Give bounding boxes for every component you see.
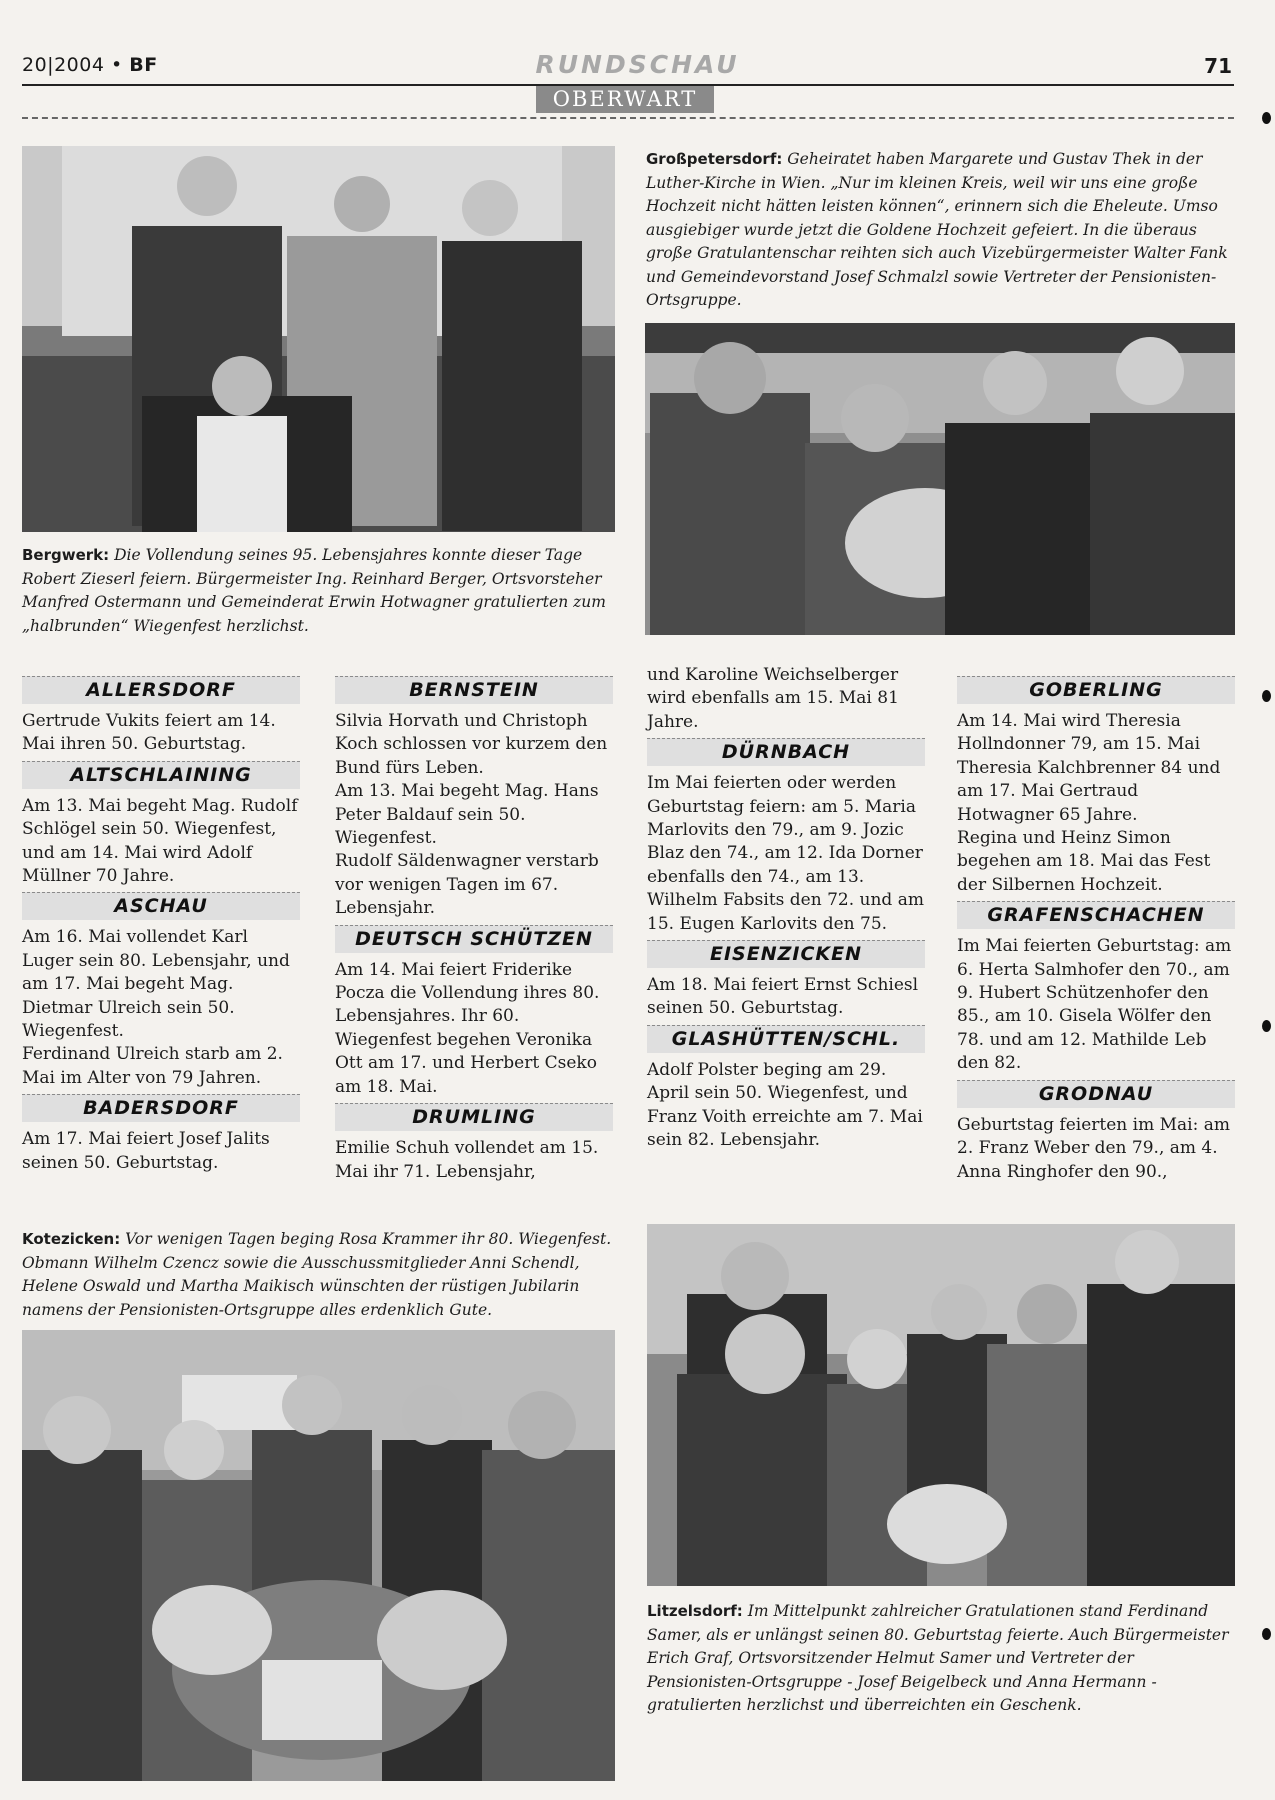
section-paragraph: Im Mai feierten Geburtstag: am 6. Herta Salmhofer den 70., am 9. Hubert Schützenhofer den 85., am 10. Gisela Wölfer den 78. und am 12. Mathilde Leb den 82. [957,936,1232,1074]
caption-kotezicken [22,1228,616,1322]
page-number: 71 [1204,54,1232,78]
section-heading: GLASHÜTTEN/SCHL. [647,1025,925,1053]
caption-text: Die Vollendung seines 95. Lebensjahres konnte dieser Tage Robert Zieserl feiern. Bürgermeister Ing. Reinhard Berger, Ortsvorsteher Manfred Ostermann und Gemeinderat Erwin Hotwagner gratulierten zum „halbrunden“ Wiegenfest herzlichst. [22,546,606,635]
section-paragraph: Am 18. Mai feiert Ernst Schiesl seinen 50. Geburtstag. [647,975,919,1019]
issue-number: 20|2004 [22,54,105,76]
section-paragraph: Emilie Schuh vollendet am 15. Mai ihr 71. Lebensjahr, [335,1138,599,1182]
section-duernbach [647,738,925,936]
section-eisenzicken [647,940,925,1021]
caption-text: Vor wenigen Tagen beging Rosa Krammer ihr 80. Wiegenfest. Obmann Wilhelm Czencz sowie die Ausschussmitglieder Anni Schendl, Helene Oswald und Martha Maikisch wünschten der rüstigen Jubilarin namens der Pensionisten-Ortsgruppe alles erdenklich Gute. [22,1230,612,1319]
section-bernstein [335,676,613,921]
photo-kotezicken [22,1330,615,1781]
section-heading: BADERSDORF [22,1094,300,1122]
section-heading: GRAFENSCHACHEN [957,901,1235,929]
section-heading: ALTSCHLAINING [22,761,300,789]
caption-text: Im Mittelpunkt zahlreicher Gratulationen stand Ferdinand Samer, als er unlängst seinen 80. Geburtstag feierte. Auch Bürgermeister Erich Graf, Ortsvorsitzender Helmut Samer und Vertreter der Pensionisten-Ortsgruppe - Josef Beigelbeck und Anna Hermann - gratulierten herzlichst und überreichten ein Geschenk. [647,1602,1229,1714]
section-heading: ALLERSDORF [22,676,300,704]
photo-litzelsdorf [647,1224,1235,1586]
section-heading: GRODNAU [957,1080,1235,1108]
section-paragraph: Rudolf Säldenwagner verstarb vor wenigen Tagen im 67. Lebensjahr. [335,851,599,919]
section-heading: DRUMLING [335,1103,613,1131]
section-grafenschachen [957,901,1235,1075]
photo-bergwerk [22,146,615,532]
section-paragraph: Gertrude Vukits feiert am 14. Mai ihren 50. Geburtstag. [22,711,276,755]
publication-name: BF [129,54,158,76]
section-drumling [335,1103,613,1184]
section-heading: DEUTSCH SCHÜTZEN [335,925,613,953]
column-3 [647,664,925,1153]
section-grodnau [957,1080,1235,1184]
section-heading: ASCHAU [22,892,300,920]
caption-bergwerk [22,544,616,638]
section-paragraph: Silvia Horvath und Christoph Koch schlossen vor kurzem den Bund fürs Leben. [335,711,608,778]
section-heading: GOBERLING [957,676,1235,704]
caption-text: Geheiratet haben Margarete und Gustav Thek in der Luther-Kirche in Wien. „Nur im kleinen Kreis, weil wir uns eine große Hochzeit nicht hätten leisten können“, erinnern sich die Eheleute. Umso ausgiebiger wurde jetzt die Goldene Hochzeit gefeiert. In die überaus große Gratulantenschar reihten sich auch Vizebürgermeister Walter Fank und Gemeindevorstand Josef Schmalzl sowie Vertreter der Pensionisten-Ortsgruppe. [646,150,1228,309]
section-paragraph: Im Mai feierten oder werden Geburtstag feiern: am 5. Maria Marlovits den 79., am 9. Jozic Blaz den 74., am 12. Ida Dorner ebenfalls den 74., am 13. Wilhelm Fabsits den 72. und am 15. Eugen Karlovits den 75. [647,773,924,934]
section-title: RUNDSCHAU [535,50,740,79]
section-goberling [957,676,1235,897]
section-badersdorf [22,1094,300,1175]
continued-paragraph: und Karoline Weichselberger wird ebenfalls am 15. Mai 81 Jahre. [647,665,899,732]
caption-place: Litzelsdorf: [647,1602,743,1620]
section-deutsch-schuetzen [335,925,613,1099]
margin-mark [1262,690,1271,702]
caption-litzelsdorf [647,1600,1237,1718]
margin-mark [1262,1020,1271,1032]
section-heading: DÜRNBACH [647,738,925,766]
column-2 [335,672,613,1184]
section-paragraph: Am 13. Mai begeht Mag. Rudolf Schlögel sein 50. Wiegenfest, und am 14. Mai wird Adolf Müllner 70 Jahre. [22,795,298,887]
region-band: OBERWART [536,86,714,113]
section-heading: BERNSTEIN [335,676,613,704]
photo-grosspetersdorf [645,323,1235,635]
section-paragraph: Am 14. Mai wird Theresia Hollndonner 79, am 15. Mai Theresia Kalchbrenner 84 und am 17. Mai Gertraud Hotwagner 65 Jahre. [957,711,1221,825]
section-paragraph: Adolf Polster beging am 29. April sein 50. Wiegenfest, und Franz Voith erreichte am 7. Mai sein 82. Lebensjahr. [647,1059,923,1151]
caption-grosspetersdorf [646,148,1236,313]
section-heading: EISENZICKEN [647,940,925,968]
section-paragraph: Am 17. Mai feiert Josef Jalits seinen 50. Geburtstag. [22,1129,270,1173]
section-paragraph: Am 14. Mai feiert Friderike Pocza die Vollendung ihres 80. Lebensjahres. Ihr 60. Wiegenfest begehen Veronika Ott am 17. und Herbert Cseko am 18. Mai. [335,959,600,1097]
section-paragraph: Ferdinand Ulreich starb am 2. Mai im Alter von 79 Jahren. [22,1044,283,1088]
issue-label: 20|2004 • BF [22,54,158,76]
section-paragraph: Geburtstag feierten im Mai: am 2. Franz Weber den 79., am 4. Anna Ringhofer den 90., [957,1114,1230,1182]
section-paragraph: Am 16. Mai vollendet Karl Luger sein 80. Lebensjahr, und am 17. Mai begeht Mag. Dietmar Ulreich sein 50. Wiegenfest. [22,927,290,1042]
section-paragraph: Regina und Heinz Simon begehen am 18. Mai das Fest der Silbernen Hochzeit. [957,828,1211,895]
caption-place: Großpetersdorf: [646,150,783,168]
caption-place: Kotezicken: [22,1230,121,1248]
section-glashuetten [647,1025,925,1153]
margin-mark [1262,1628,1271,1640]
margin-mark [1262,112,1271,124]
caption-place: Bergwerk: [22,546,110,564]
section-altschlaining [22,761,300,889]
column-4 [957,672,1235,1184]
section-allersdorf [22,676,300,757]
column-1 [22,672,300,1175]
header-dashed-rule [22,117,1234,119]
section-paragraph: Am 13. Mai begeht Mag. Hans Peter Baldauf sein 50. Wiegenfest. [335,781,599,849]
section-aschau [22,892,300,1090]
